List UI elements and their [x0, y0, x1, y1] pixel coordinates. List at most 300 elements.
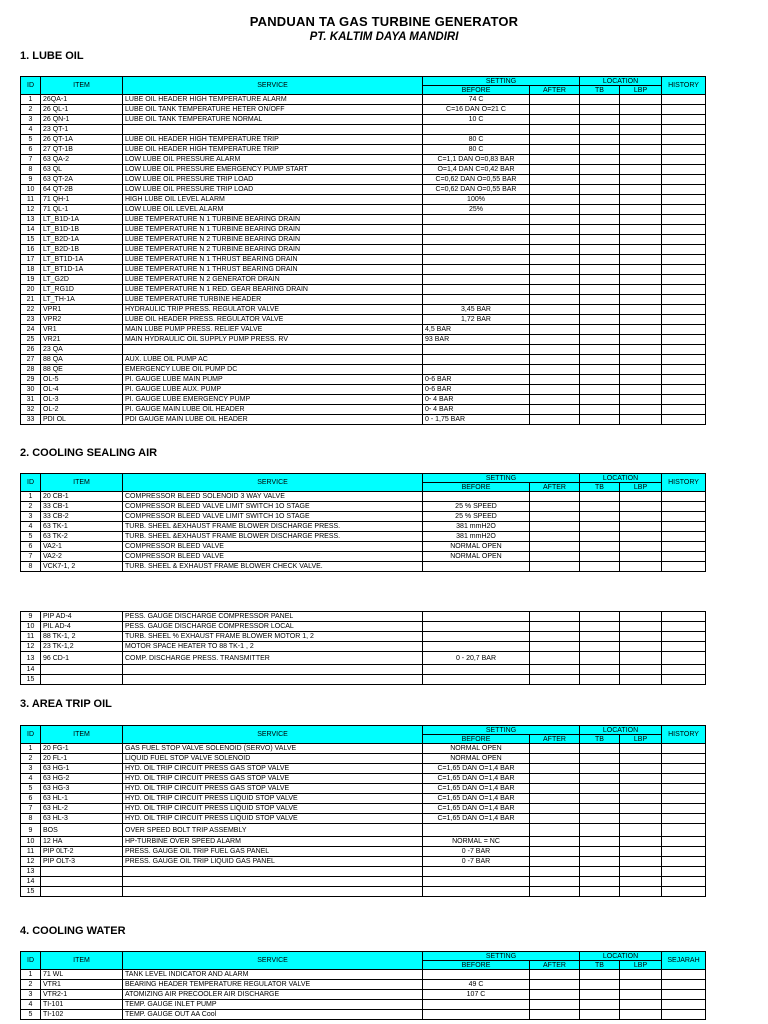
cell-before: 0 - 20,7 BAR [423, 652, 530, 665]
table-row [21, 990, 706, 1000]
cell-before: 74 C [423, 95, 530, 105]
table-row [21, 265, 706, 275]
cell-item: 20 CB-1 [41, 492, 123, 502]
cell-item: 23 TK-1,2 [41, 642, 123, 652]
cell-history [662, 804, 706, 814]
cell-before [423, 275, 530, 285]
cell-id: 25 [21, 335, 41, 345]
col-header-location: LOCATION [580, 952, 662, 961]
col-header-after: AFTER [530, 483, 580, 492]
table-row [21, 405, 706, 415]
cell-id: 20 [21, 285, 41, 295]
cell-before [423, 265, 530, 275]
cell-before: 0-6 BAR [423, 385, 530, 395]
cell-lbp [620, 115, 662, 125]
cell-lbp [620, 794, 662, 804]
cell-tb [580, 877, 620, 887]
cell-service: TURB. SHEEL & EXHAUST FRAME BLOWER CHECK VALVE. [123, 562, 423, 572]
table-row [21, 764, 706, 774]
cell-before: C=1,1 DAN O=0,83 BAR [423, 155, 530, 165]
cell-before: 3,45 BAR [423, 305, 530, 315]
col-header-lbp: LBP [620, 483, 662, 492]
cell-history [662, 145, 706, 155]
header-row [21, 474, 706, 483]
cell-history [662, 824, 706, 837]
table-row [21, 744, 706, 754]
table-row [21, 155, 706, 165]
cell-before [423, 125, 530, 135]
cell-item: 63 TK-1 [41, 522, 123, 532]
cell-after [530, 335, 580, 345]
cell-item: VTR1 [41, 980, 123, 990]
cell-id: 4 [21, 125, 41, 135]
cell-id: 30 [21, 385, 41, 395]
cell-item: LT_B2D-1A [41, 235, 123, 245]
cell-id: 3 [21, 512, 41, 522]
cell-id: 5 [21, 784, 41, 794]
cell-after [530, 275, 580, 285]
cell-id: 3 [21, 764, 41, 774]
col-header-location: LOCATION [580, 474, 662, 483]
col-header-location: LOCATION [580, 77, 662, 86]
cell-item: PIP OLT-3 [41, 857, 123, 867]
cell-tb [580, 405, 620, 415]
cell-lbp [620, 375, 662, 385]
cell-id: 2 [21, 502, 41, 512]
cell-lbp [620, 857, 662, 867]
cell-lbp [620, 877, 662, 887]
cell-id: 2 [21, 980, 41, 990]
cell-service: LUBE TEMPERATURE N 1 THRUST BEARING DRAIN [123, 265, 423, 275]
table-row [21, 512, 706, 522]
col-header-history: HISTORY [662, 474, 706, 492]
cell-tb [580, 824, 620, 837]
cell-id: 22 [21, 305, 41, 315]
table-row [21, 824, 706, 837]
cell-after [530, 175, 580, 185]
cell-item: 63 HL-3 [41, 814, 123, 824]
cell-item: 26QA-1 [41, 95, 123, 105]
table-row [21, 532, 706, 542]
cell-service: HYD. OIL TRIP CIRCUIT PRESS GAS STOP VALVE [123, 784, 423, 794]
cell-before: NORMAL OPEN [423, 552, 530, 562]
cell-history [662, 155, 706, 165]
cell-tb [580, 857, 620, 867]
cell-after [530, 622, 580, 632]
cell-tb [580, 990, 620, 1000]
cell-id: 23 [21, 315, 41, 325]
cell-after [530, 115, 580, 125]
cell-after [530, 542, 580, 552]
cell-history [662, 385, 706, 395]
cell-item: 20 FG-1 [41, 744, 123, 754]
cell-service: GAS FUEL STOP VALVE SOLENOID (SERVO) VALVE [123, 744, 423, 754]
cell-item: LT_B1D-1B [41, 225, 123, 235]
cell-item: VR21 [41, 335, 123, 345]
table-row [21, 295, 706, 305]
table-row [21, 205, 706, 215]
cell-tb [580, 744, 620, 754]
cell-after [530, 375, 580, 385]
table-row [21, 335, 706, 345]
cell-history [662, 857, 706, 867]
cell-id: 8 [21, 562, 41, 572]
cell-service: LUBE TEMPERATURE N 2 GENERATOR DRAIN [123, 275, 423, 285]
cell-tb [580, 814, 620, 824]
cell-before: 25 % SPEED [423, 502, 530, 512]
cell-item [41, 675, 123, 685]
cell-after [530, 165, 580, 175]
cell-tb [580, 804, 620, 814]
cell-service: PESS. GAUGE DISCHARGE COMPRESSOR PANEL [123, 612, 423, 622]
cell-history [662, 980, 706, 990]
table-row [21, 195, 706, 205]
cell-id: 1 [21, 492, 41, 502]
cell-service: PESS. GAUGE DISCHARGE COMPRESSOR LOCAL [123, 622, 423, 632]
cell-service: PI. GAUGE LUBE EMERGENCY PUMP [123, 395, 423, 405]
cell-history [662, 652, 706, 665]
cell-lbp [620, 622, 662, 632]
cell-after [530, 145, 580, 155]
cell-tb [580, 652, 620, 665]
cell-after [530, 980, 580, 990]
cell-tb [580, 205, 620, 215]
cell-tb [580, 335, 620, 345]
cell-service: HYD. OIL TRIP CIRCUIT PRESS LIQUID STOP VALVE [123, 804, 423, 814]
cell-lbp [620, 552, 662, 562]
table-row [21, 665, 706, 675]
cell-after [530, 285, 580, 295]
cell-item: 63 HL-1 [41, 794, 123, 804]
cell-after [530, 764, 580, 774]
cell-id: 4 [21, 1000, 41, 1010]
cell-history [662, 990, 706, 1000]
cell-before [423, 245, 530, 255]
table-row [21, 395, 706, 405]
table-row [21, 794, 706, 804]
cell-tb [580, 265, 620, 275]
cell-history [662, 165, 706, 175]
cell-item: VR1 [41, 325, 123, 335]
cell-history [662, 325, 706, 335]
cell-id: 1 [21, 744, 41, 754]
cell-service: LUBE TEMPERATURE N 1 THRUST BEARING DRAIN [123, 255, 423, 265]
cell-item: 96 CD-1 [41, 652, 123, 665]
cell-before [423, 365, 530, 375]
cell-after [530, 395, 580, 405]
cell-tb [580, 395, 620, 405]
cell-lbp [620, 970, 662, 980]
cell-before: NORMAL OPEN [423, 542, 530, 552]
cell-service: LUBE OIL HEADER HIGH TEMPERATURE TRIP [123, 145, 423, 155]
cell-after [530, 612, 580, 622]
cell-before: 0- 4 BAR [423, 405, 530, 415]
cell-id: 7 [21, 552, 41, 562]
cell-before: 0 -7 BAR [423, 847, 530, 857]
cell-item: 26 QT-1A [41, 135, 123, 145]
cell-tb [580, 1010, 620, 1020]
cell-history [662, 632, 706, 642]
cell-lbp [620, 135, 662, 145]
table-row [21, 784, 706, 794]
cell-tb [580, 195, 620, 205]
cell-after [530, 867, 580, 877]
cell-lbp [620, 754, 662, 764]
cell-after [530, 512, 580, 522]
col-header-location: LOCATION [580, 726, 662, 735]
cell-after [530, 1000, 580, 1010]
col-header-sejarah: SEJARAH [662, 952, 706, 970]
cell-history [662, 395, 706, 405]
cell-tb [580, 125, 620, 135]
cell-item: 88 TK-1, 2 [41, 632, 123, 642]
cell-history [662, 405, 706, 415]
cell-history [662, 1000, 706, 1010]
cell-service: PRESS. GAUGE OIL TRIP FUEL GAS PANEL [123, 847, 423, 857]
cell-id: 5 [21, 135, 41, 145]
cell-id: 24 [21, 325, 41, 335]
cell-tb [580, 345, 620, 355]
cell-lbp [620, 385, 662, 395]
cell-lbp [620, 365, 662, 375]
table-row [21, 225, 706, 235]
col-header-before: BEFORE [423, 735, 530, 744]
cell-before [423, 562, 530, 572]
cell-tb [580, 980, 620, 990]
cell-tb [580, 512, 620, 522]
cell-tb [580, 794, 620, 804]
cell-history [662, 847, 706, 857]
table-row [21, 857, 706, 867]
cell-lbp [620, 95, 662, 105]
cell-before: C=1,65 DAN O=1,4 BAR [423, 814, 530, 824]
cell-before [423, 355, 530, 365]
cell-history [662, 185, 706, 195]
cell-before: C=0,62 DAN O=0,55 BAR [423, 175, 530, 185]
cell-before [423, 255, 530, 265]
cell-id: 16 [21, 245, 41, 255]
cell-service: PDI GAUGE MAIN LUBE OIL HEADER [123, 415, 423, 425]
cell-id: 5 [21, 1010, 41, 1020]
cell-history [662, 642, 706, 652]
cell-tb [580, 415, 620, 425]
cell-before: C=1,65 DAN O=1,4 BAR [423, 804, 530, 814]
cell-before [423, 1010, 530, 1020]
cell-id: 11 [21, 632, 41, 642]
cell-item [41, 665, 123, 675]
table-row [21, 867, 706, 877]
cell-item: 23 QA [41, 345, 123, 355]
cell-tb [580, 532, 620, 542]
cell-after [530, 125, 580, 135]
table-row [21, 562, 706, 572]
cell-tb [580, 385, 620, 395]
cell-history [662, 612, 706, 622]
cell-service: TURB. SHEEL % EXHAUST FRAME BLOWER MOTOR 1, 2 [123, 632, 423, 642]
cell-before: 25% [423, 205, 530, 215]
cell-lbp [620, 145, 662, 155]
cell-id: 3 [21, 990, 41, 1000]
cell-after [530, 675, 580, 685]
cell-lbp [620, 305, 662, 315]
cell-lbp [620, 215, 662, 225]
cell-history [662, 877, 706, 887]
cell-after [530, 215, 580, 225]
table-row [21, 385, 706, 395]
cell-history [662, 215, 706, 225]
cell-id: 9 [21, 612, 41, 622]
col-header-id: ID [21, 474, 41, 492]
table-row [21, 325, 706, 335]
table-row [21, 492, 706, 502]
cell-id: 13 [21, 652, 41, 665]
col-header-item: ITEM [41, 77, 123, 95]
cell-tb [580, 642, 620, 652]
cell-after [530, 824, 580, 837]
cell-item: BOS [41, 824, 123, 837]
cell-after [530, 225, 580, 235]
section-title-area-trip-oil: 3. AREA TRIP OIL [20, 698, 112, 710]
cell-history [662, 754, 706, 764]
table-row [21, 887, 706, 897]
cell-item [41, 867, 123, 877]
table-row [21, 345, 706, 355]
cell-before: 1,72 BAR [423, 315, 530, 325]
cell-after [530, 195, 580, 205]
cell-after [530, 522, 580, 532]
cell-history [662, 375, 706, 385]
cell-service: TURB. SHEEL &EXHAUST FRAME BLOWER DISCHARGE PRESS. [123, 522, 423, 532]
cell-history [662, 837, 706, 847]
cell-service: TEMP. GAUGE INLET PUMP [123, 1000, 423, 1010]
cell-history [662, 542, 706, 552]
cell-after [530, 492, 580, 502]
cell-service: LOW LUBE OIL LEVEL ALARM [123, 205, 423, 215]
cell-history [662, 1010, 706, 1020]
cell-service: MAIN LUBE PUMP PRESS. RELIEF VALVE [123, 325, 423, 335]
cell-lbp [620, 744, 662, 754]
cell-lbp [620, 165, 662, 175]
cell-tb [580, 145, 620, 155]
cell-id: 17 [21, 255, 41, 265]
cell-after [530, 857, 580, 867]
cell-item: VA2-1 [41, 542, 123, 552]
cell-after [530, 415, 580, 425]
cell-service: PI. GAUGE LUBE MAIN PUMP [123, 375, 423, 385]
cell-tb [580, 542, 620, 552]
cell-before [423, 492, 530, 502]
cell-history [662, 867, 706, 877]
cell-item: 33 CB-1 [41, 502, 123, 512]
cell-id: 10 [21, 622, 41, 632]
cell-id: 8 [21, 814, 41, 824]
cell-tb [580, 764, 620, 774]
cell-history [662, 135, 706, 145]
cell-lbp [620, 980, 662, 990]
col-header-id: ID [21, 77, 41, 95]
cell-item: TI-101 [41, 1000, 123, 1010]
cell-before: C=1,65 DAN O=1,4 BAR [423, 764, 530, 774]
cell-service: MAIN HYDRAULIC OIL SUPPLY PUMP PRESS. RV [123, 335, 423, 345]
cell-history [662, 774, 706, 784]
cell-lbp [620, 235, 662, 245]
cell-id: 12 [21, 857, 41, 867]
cell-before: C=16 DAN O=21 C [423, 105, 530, 115]
cell-tb [580, 970, 620, 980]
section-title-cooling-sealing-air: 2. COOLING SEALING AIR [20, 447, 158, 459]
cell-id: 1 [21, 95, 41, 105]
cell-service: TEMP. GAUGE OUT AA Cool [123, 1010, 423, 1020]
cell-id: 28 [21, 365, 41, 375]
cell-tb [580, 622, 620, 632]
cell-lbp [620, 814, 662, 824]
col-header-lbp: LBP [620, 86, 662, 95]
cell-after [530, 847, 580, 857]
table-row [21, 675, 706, 685]
cell-after [530, 315, 580, 325]
cell-after [530, 1010, 580, 1020]
cell-before [423, 642, 530, 652]
table-row [21, 847, 706, 857]
cell-item: 12 HA [41, 837, 123, 847]
cell-service: LUBE TEMPERATURE N 1 RED. GEAR BEARING DRAIN [123, 285, 423, 295]
cell-tb [580, 847, 620, 857]
cell-history [662, 125, 706, 135]
table-row [21, 315, 706, 325]
lube-oil-table [20, 76, 706, 425]
col-header-after: AFTER [530, 961, 580, 970]
cell-service [123, 125, 423, 135]
cell-item: 63 HG-2 [41, 774, 123, 784]
cell-after [530, 405, 580, 415]
cell-after [530, 385, 580, 395]
cell-lbp [620, 847, 662, 857]
cell-after [530, 265, 580, 275]
cell-tb [580, 665, 620, 675]
cell-history [662, 552, 706, 562]
company-name: PT. KALTIM DAYA MANDIRI [309, 31, 459, 43]
cell-service: HYDRAULIC TRIP PRESS. REGULATOR VALVE [123, 305, 423, 315]
table-row [21, 1010, 706, 1020]
cell-item: PIL AD-4 [41, 622, 123, 632]
table-row [21, 235, 706, 245]
table-row [21, 1000, 706, 1010]
table-row [21, 365, 706, 375]
cell-after [530, 562, 580, 572]
cell-item: LT_G2D [41, 275, 123, 285]
table-row [21, 612, 706, 622]
cell-history [662, 195, 706, 205]
col-header-item: ITEM [41, 726, 123, 744]
cell-service: LOW LUBE OIL PRESSURE ALARM [123, 155, 423, 165]
cell-lbp [620, 335, 662, 345]
table-row [21, 837, 706, 847]
table-row [21, 542, 706, 552]
cell-id: 29 [21, 375, 41, 385]
cell-item: 63 TK-2 [41, 532, 123, 542]
cell-tb [580, 295, 620, 305]
cell-item: 71 QL-1 [41, 205, 123, 215]
cell-id: 15 [21, 235, 41, 245]
cell-before [423, 612, 530, 622]
cell-before: C=1,65 DAN O=1,4 BAR [423, 784, 530, 794]
cell-tb [580, 235, 620, 245]
cell-after [530, 642, 580, 652]
table-row [21, 355, 706, 365]
cell-lbp [620, 105, 662, 115]
cell-after [530, 365, 580, 375]
cell-service: BEARING HEADER TEMPERATURE REGULATOR VALVE [123, 980, 423, 990]
